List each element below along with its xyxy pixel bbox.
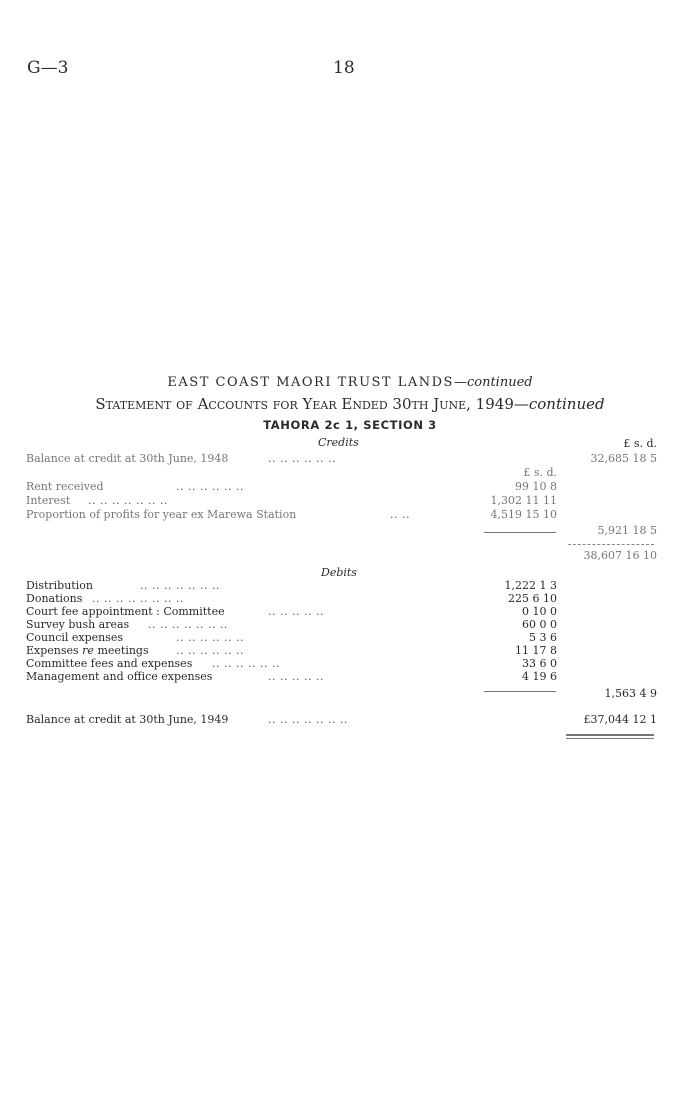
debit-item-amount: 60 0 0 (522, 618, 557, 631)
leader-dots: .. .. .. .. .. .. (176, 644, 244, 657)
debits-heading: Debits (321, 566, 357, 579)
debit-item-label: Management and office expenses (26, 670, 213, 683)
debit-item-amount: 0 10 0 (522, 605, 557, 618)
leader-dots: .. .. .. .. .. .. .. (140, 579, 220, 592)
leader-dots: .. .. .. .. .. .. .. (88, 494, 168, 507)
leader-dots: .. .. .. .. .. .. .. .. (92, 592, 184, 605)
debit-item-label: Court fee appointment : Committee (26, 605, 225, 618)
opening-balance-label: Balance at credit at 30th June, 1948 (26, 452, 229, 465)
debit-item-label: Committee fees and expenses (26, 657, 193, 670)
opening-balance-amount: 32,685 18 5 (590, 452, 657, 465)
page-number: 18 (333, 58, 355, 78)
debits-subtotal: 1,563 4 9 (604, 687, 657, 700)
leader-dots: .. .. .. .. .. .. (176, 480, 244, 493)
debit-item-label: Council expenses (26, 631, 124, 644)
credit-item-label: Rent received (26, 480, 104, 493)
credit-item-label: Interest (26, 494, 71, 507)
closing-balance-amount: £37,044 12 1 (583, 713, 657, 726)
leader-dots: .. .. .. .. .. .. (212, 657, 280, 670)
statement-title-main: Statement of Accounts for Year Ended 30th June, 1949 (95, 395, 514, 413)
credit-item-label: Proportion of profits for year ex Marewa Station (26, 508, 297, 521)
section-heading: TAHORA 2c 1, SECTION 3 (263, 418, 437, 432)
debit-item-label: Distribution (26, 579, 93, 592)
credit-item-amount: 1,302 11 11 (490, 494, 557, 507)
leader-dots: .. .. .. .. .. .. .. (148, 618, 228, 631)
credit-item-amount: 4,519 15 10 (490, 508, 557, 521)
debit-item-label: Donations (26, 592, 83, 605)
leader-dots: .. .. .. .. .. (268, 670, 324, 683)
leader-dots: .. .. .. .. .. .. (268, 452, 336, 465)
document-title (0, 375, 700, 390)
debit-item-amount: 5 3 6 (529, 631, 557, 644)
statement-title (0, 395, 700, 413)
rule (484, 691, 556, 692)
currency-header-right: £ s. d. (623, 437, 657, 450)
title-main: EAST COAST MAORI TRUST LANDS (167, 375, 454, 390)
debit-item-amount: 4 19 6 (522, 670, 557, 683)
leader-dots: .. .. .. .. .. .. (176, 631, 244, 644)
debit-item-amount: 225 6 10 (508, 592, 557, 605)
double-rule (566, 734, 654, 736)
page-code: G—3 (27, 58, 69, 78)
statement-title-suffix: —continued (513, 395, 605, 413)
debit-item-amount: 33 6 0 (522, 657, 557, 670)
leader-dots: .. .. (390, 508, 410, 521)
credits-total: 38,607 16 10 (583, 549, 657, 562)
debit-item-amount: 1,222 1 3 (504, 579, 557, 592)
currency-header-mid: £ s. d. (523, 466, 557, 479)
credits-subtotal: 5,921 18 5 (597, 524, 657, 537)
closing-balance-label: Balance at credit at 30th June, 1949 (26, 713, 229, 726)
leader-dots: .. .. .. .. .. (268, 605, 324, 618)
debit-item-amount: 11 17 8 (515, 644, 557, 657)
debit-item-label: Survey bush areas (26, 618, 130, 631)
debit-item-label: Expenses re meetings (26, 644, 149, 657)
rule (568, 544, 654, 545)
double-rule (566, 738, 654, 739)
credit-item-amount: 99 10 8 (515, 480, 557, 493)
title-suffix: —continued (453, 375, 533, 390)
rule (484, 532, 556, 533)
leader-dots: .. .. .. .. .. .. .. (268, 713, 348, 726)
credits-heading: Credits (318, 436, 359, 449)
